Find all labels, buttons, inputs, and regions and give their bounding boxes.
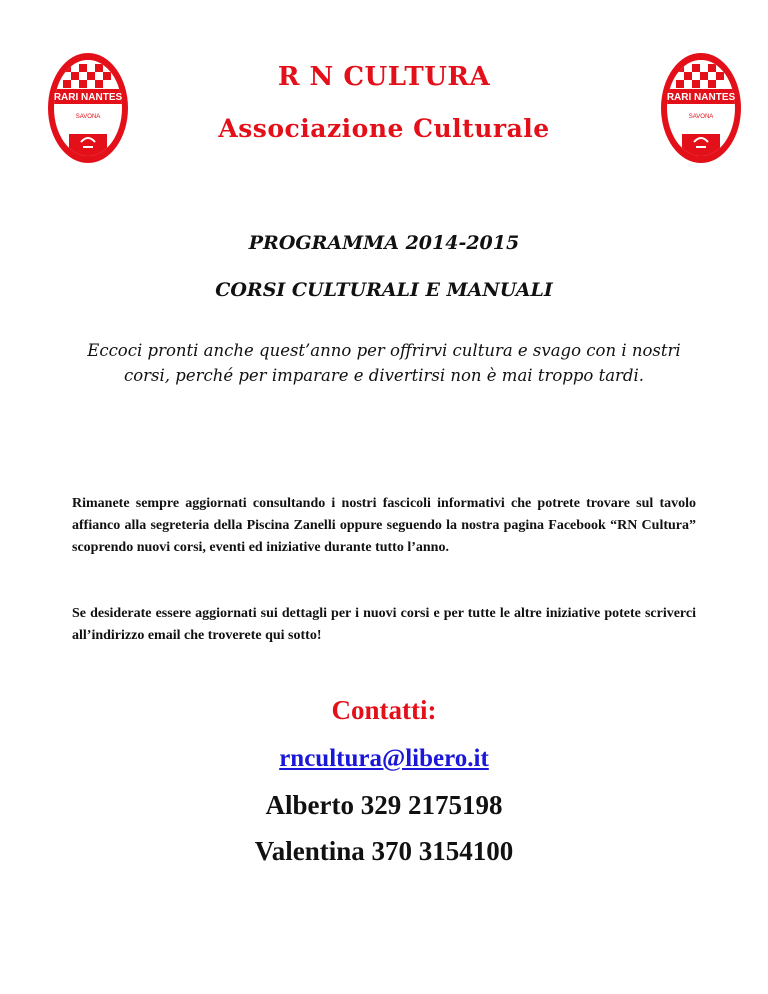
page-subtitle: Associazione Culturale: [218, 114, 550, 143]
phone-contact-alberto: Alberto 329 2175198: [265, 790, 503, 820]
email-link[interactable]: rncultura@libero.it: [279, 745, 489, 772]
intro-text: Eccoci pronti anche quest’anno per offrirvi cultura e svago con i nostri corsi, perché per imparare e divertirsi non è mai troppo tardi.: [87, 341, 681, 385]
logo-top-text: RARI NANTES: [666, 92, 736, 103]
logo-bottom-text: SAVONA: [75, 114, 101, 120]
program-heading: PROGRAMMA 2014-2015: [248, 232, 520, 254]
info-paragraph: Rimanete sempre aggiornati consultando i nostri fascicoli informativi che potrete trovare sul tavolo affianco alla segreteria della Piscina Zanelli oppure seguendo la nostra pagina Facebook “RN Cultura” scoprendo nuovi corsi, eventi ed iniziative durante tutto l’anno.: [72, 496, 696, 555]
logo-top-text: RARI NANTES: [53, 92, 123, 103]
email-line: [0, 745, 768, 773]
logo-bottom-text: SAVONA: [688, 114, 714, 120]
program-subheading: CORSI CULTURALI E MANUALI: [215, 279, 553, 301]
email-paragraph: Se desiderate essere aggiornati sui dettagli per i nuovi corsi e per tutte le altre iniziative potete scriverci all’indirizzo email che troverete qui sotto!: [72, 606, 696, 643]
phone-contact-valentina: Valentina 370 3154100: [254, 836, 514, 866]
page-title: R N CULTURA: [277, 62, 491, 92]
contacts-heading: Contatti:: [331, 695, 437, 725]
